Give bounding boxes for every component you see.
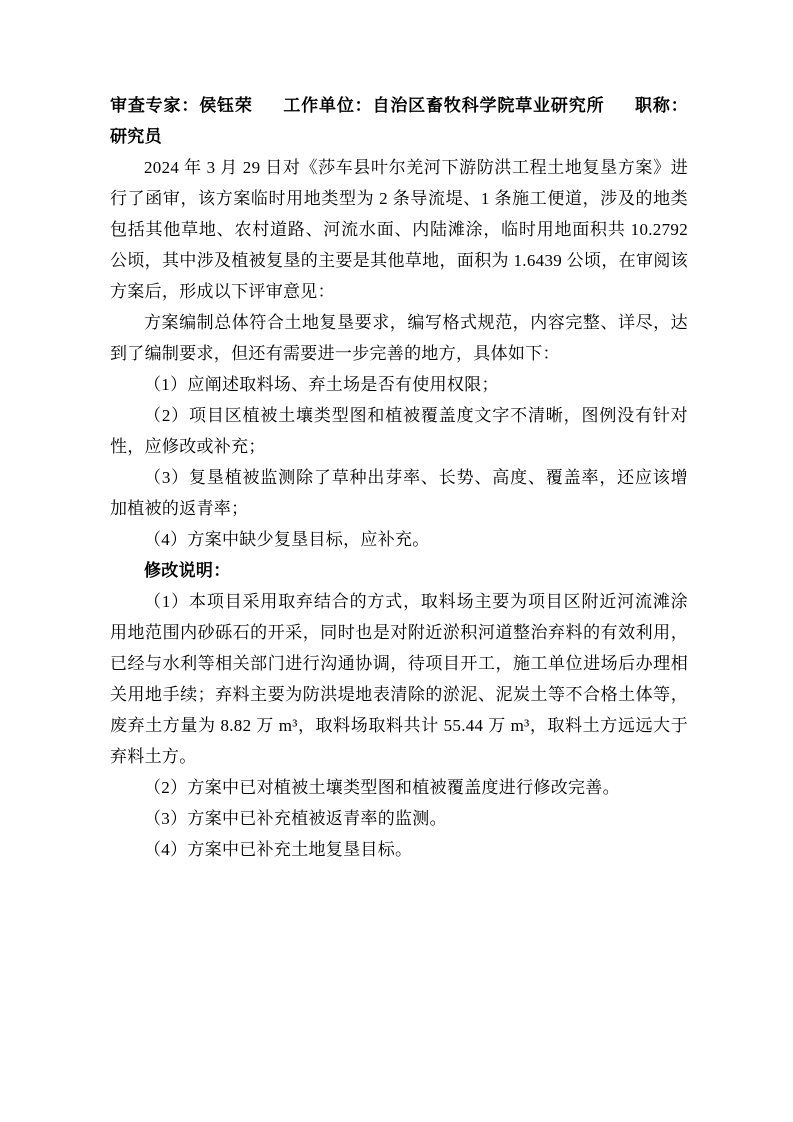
modification-item-4: （4）方案中已补充土地复垦目标。: [144, 840, 413, 859]
document-content: [110, 90, 688, 865]
reviewer-expert-name: 审查专家：侯钰荣: [110, 96, 253, 115]
review-opinion-item-2: （2）项目区植被土壤类型图和植被覆盖度文字不清晰，图例没有针对性，应修改或补充；: [110, 406, 688, 456]
reviewer-info-line: [110, 90, 688, 152]
review-opinion-item-1: （1）应阐述取料场、弃土场是否有使用权限；: [144, 375, 499, 394]
review-opinion-item-3: （3）复垦植被监测除了草种出芽率、长势、高度、覆盖率，还应该增加植被的返青率；: [110, 468, 688, 518]
modification-notes-heading: 修改说明：: [144, 561, 231, 580]
modification-item-3: （3）方案中已补充植被返青率的监测。: [144, 809, 447, 828]
reviewer-job-title: 职称：研究员: [110, 96, 688, 146]
modification-item-2: （2）方案中已对植被土壤类型图和植被覆盖度进行修改完善。: [144, 778, 620, 797]
review-opinion-item-4: （4）方案中缺少复垦目标，应补充。: [144, 530, 430, 549]
modification-item-1: （1）本项目采用取弃结合的方式，取料场主要为项目区附近河流滩涂用地范围内砂砾石的开采，同时也是对附近淤积河道整治弃料的有效利用，已经与水利等相关部门进行沟通协调，待项目开工，施工单位进场后办理相关用地手续；弃料主要为防洪堤地表清除的淤泥、泥炭土等不合格土体等，废弃土方量为 8.82 万 m³，取料场取料共计 55.44 万 m³，取料土方远远大于弃料土方。: [110, 592, 688, 766]
paragraph-overall-comment: 方案编制总体符合土地复垦要求，编写格式规范，内容完整、详尽，达到了编制要求，但还有需要进一步完善的地方，具体如下：: [110, 313, 688, 363]
reviewer-work-unit: 工作单位：自治区畜牧科学院草业研究所: [283, 96, 605, 115]
paragraph-review-intro: 2024 年 3 月 29 日对《莎车县叶尔羌河下游防洪工程土地复垦方案》进行了函审，该方案临时用地类型为 2 条导流堤、1 条施工便道，涉及的地类包括其他草地、农村道路、河流水面、内陆滩涂，临时用地面积共 10.2792 公顷，其中涉及植被复垦的主要是其他草地，面积为 1.6439 公顷，在审阅该方案后，形成以下评审意见：: [110, 158, 688, 301]
